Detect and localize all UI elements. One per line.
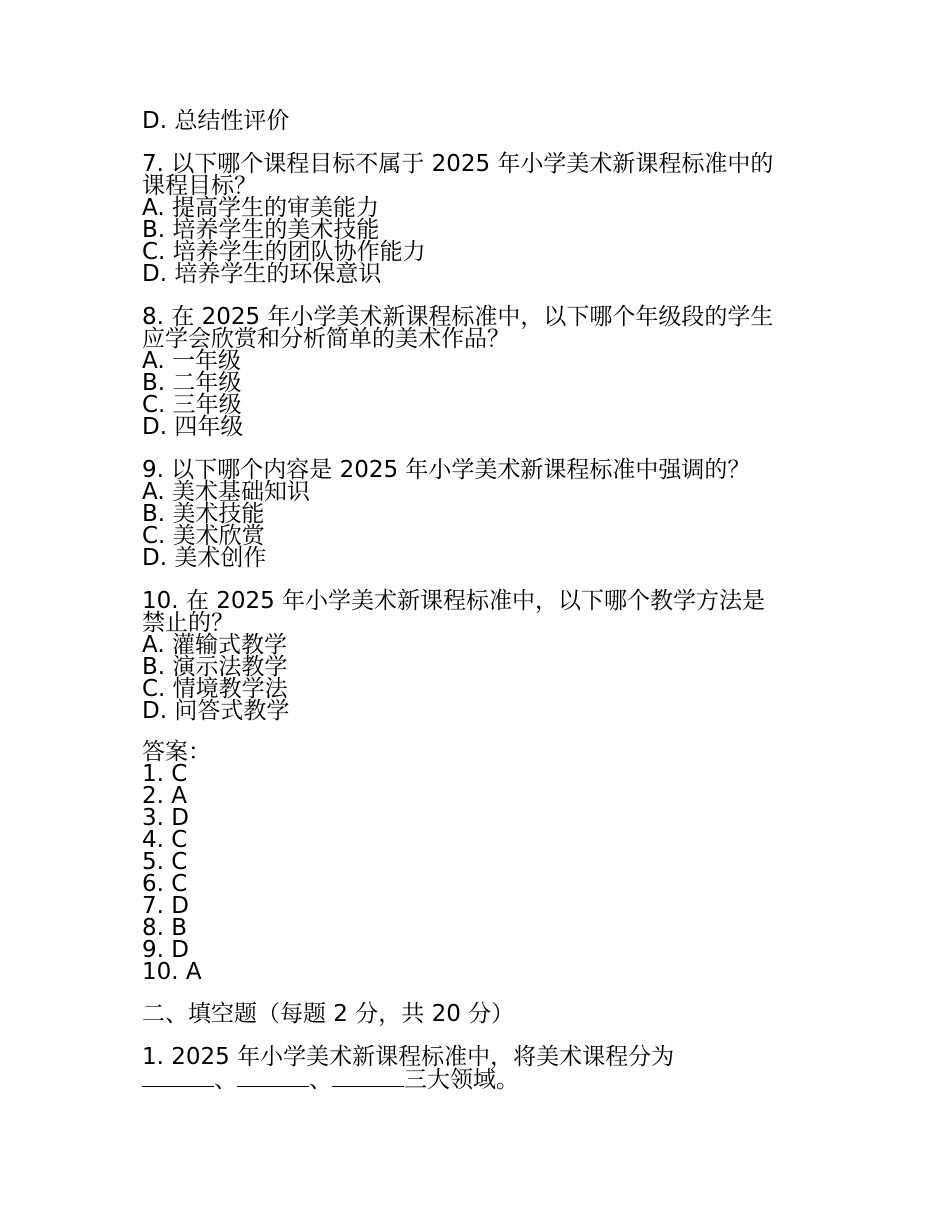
q8-option-a: A. 一年级 [142,348,241,374]
q9-option-b: B. 美术技能 [142,501,265,527]
q7-option-d: D. 培养学生的环保意识 [142,261,382,287]
q8-option-b: B. 二年级 [142,370,242,396]
fill-separator: 、 [309,1067,332,1093]
answer-item: 7. D [142,893,189,919]
answer-item: 4. C [142,827,188,853]
q8-stem-line2: 应学会欣赏和分析简单的美术作品？ [142,326,510,352]
answer-item: 2. A [142,783,187,809]
answer-item: 9. D [142,937,189,963]
q9-stem-line1: 9. 以下哪个内容是 2025 年小学美术新课程标准中强调的？ [142,457,751,483]
fill-q1-line2 [142,1067,519,1093]
q9-option-a: A. 美术基础知识 [142,479,310,505]
fill-q1-tail: 三大领域。 [404,1067,519,1093]
q8-stem-line1: 8. 在 2025 年小学美术新课程标准中，以下哪个年级段的学生 [142,304,774,330]
q7-option-b: B. 培养学生的美术技能 [142,217,380,243]
answer-item: 6. C [142,871,188,897]
answer-item: 8. B [142,915,188,941]
answer-item: 5. C [142,849,188,875]
q9-option-c: C. 美术欣赏 [142,523,265,549]
q10-stem-line1: 10. 在 2025 年小学美术新课程标准中，以下哪个教学方法是 [142,588,766,614]
q6-option-d: D. 总结性评价 [142,108,290,134]
q10-option-c: C. 情境教学法 [142,676,288,702]
q7-option-c: C. 培养学生的团队协作能力 [142,239,426,265]
fill-separator: 、 [214,1067,237,1093]
q8-option-c: C. 三年级 [142,392,242,418]
fill-q1-line1: 1. 2025 年小学美术新课程标准中，将美术课程分为 [142,1044,675,1070]
q10-option-b: B. 演示法教学 [142,654,288,680]
answer-item: 10. A [142,959,202,985]
q10-option-d: D. 问答式教学 [142,698,290,724]
fill-blank-2 [237,1068,309,1087]
q7-stem-line2: 课程目标？ [142,173,257,199]
fill-blank-1 [142,1068,214,1087]
section2-heading: 二、填空题（每题 2 分，共 20 分） [142,1001,515,1027]
q7-stem-line1: 7. 以下哪个课程目标不属于 2025 年小学美术新课程标准中的 [142,151,774,177]
answer-item: 3. D [142,805,189,831]
answers-heading: 答案： [142,739,211,765]
fill-blank-3 [332,1068,404,1087]
q10-stem-line2: 禁止的？ [142,610,234,636]
q7-option-a: A. 提高学生的审美能力 [142,195,379,221]
q10-option-a: A. 灌输式教学 [142,632,287,658]
answer-item: 1. C [142,761,188,787]
q8-option-d: D. 四年级 [142,414,244,440]
q9-option-d: D. 美术创作 [142,545,267,571]
